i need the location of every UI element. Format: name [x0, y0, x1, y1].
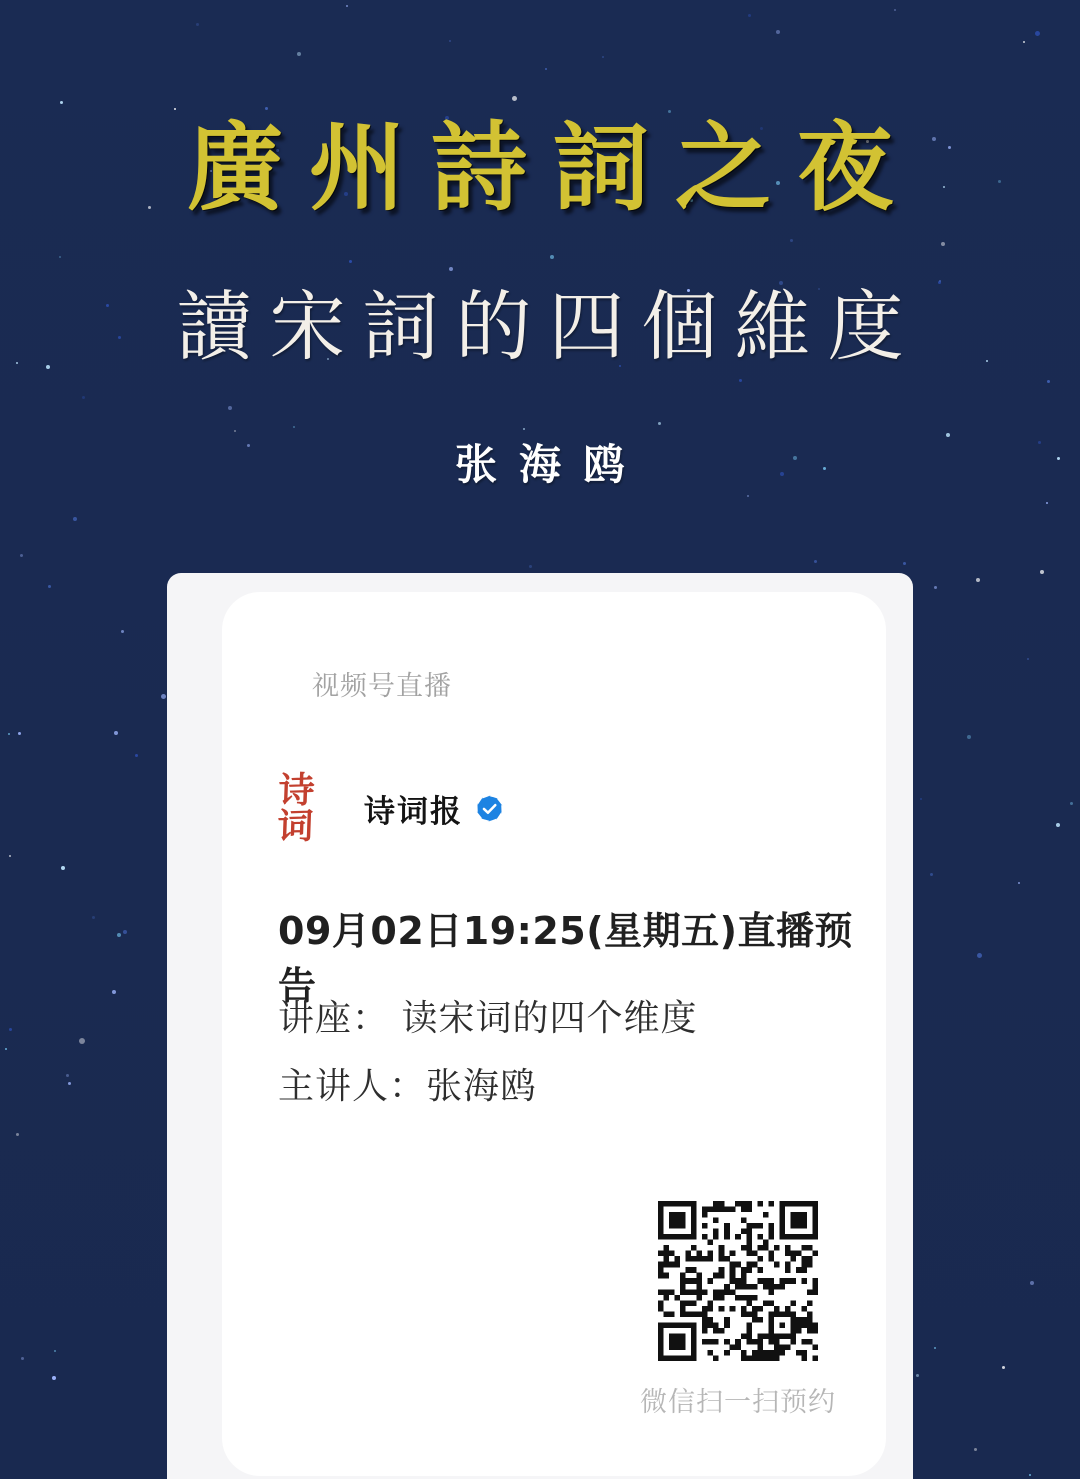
star-dot: [974, 1448, 977, 1451]
star-dot: [1035, 31, 1040, 36]
star-dot: [1056, 823, 1060, 827]
star-dot: [92, 916, 95, 919]
account-row: [276, 768, 504, 849]
poster-speaker-name: 张海鸥: [454, 440, 647, 489]
star-dot: [66, 1074, 69, 1077]
star-dot: [52, 1376, 56, 1380]
qr-code: [658, 1201, 818, 1361]
verified-badge-icon: [475, 794, 504, 823]
star-dot: [161, 694, 166, 699]
star-dot: [48, 585, 51, 588]
star-dot: [776, 30, 780, 34]
star-dot: [976, 578, 980, 582]
star-dot: [346, 5, 348, 7]
star-dot: [117, 933, 121, 937]
star-dot: [529, 565, 532, 568]
star-dot: [16, 1133, 19, 1136]
star-dot: [903, 562, 906, 565]
poster-title: 廣州詩詞之夜: [187, 111, 919, 224]
account-name: 诗词报: [364, 793, 463, 830]
star-dot: [523, 428, 525, 430]
star-dot: [9, 1028, 12, 1031]
star-dot: [68, 1082, 71, 1085]
lecture-line: 讲座： 读宋词的四个维度: [278, 998, 698, 1039]
star-dot: [18, 732, 21, 735]
star-dot: [297, 52, 301, 56]
star-dot: [20, 554, 23, 557]
star-dot: [1027, 658, 1029, 660]
livestream-card: [222, 592, 886, 1476]
star-dot: [1002, 1366, 1005, 1369]
star-dot: [920, 798, 922, 800]
star-dot: [550, 255, 554, 259]
star-dot: [1070, 802, 1073, 805]
star-dot: [916, 1374, 919, 1377]
star-dot: [196, 23, 199, 26]
star-dot: [449, 40, 451, 42]
star-dot: [1030, 1281, 1034, 1285]
star-dot: [21, 1357, 24, 1360]
star-dot: [1029, 1474, 1031, 1476]
star-dot: [930, 873, 933, 876]
star-dot: [814, 560, 817, 563]
star-dot: [293, 426, 295, 428]
star-dot: [73, 517, 77, 521]
star-dot: [9, 855, 11, 857]
star-dot: [894, 9, 896, 11]
channels-live-label: 视频号直播: [312, 671, 452, 702]
star-dot: [59, 256, 61, 258]
star-dot: [545, 68, 547, 70]
star-dot: [934, 586, 937, 589]
star-dot: [747, 495, 749, 497]
speaker-line: 主讲人：张海鸥: [278, 1066, 538, 1107]
star-dot: [1018, 882, 1020, 884]
star-dot: [658, 422, 661, 425]
qr-caption: 微信扫一扫预约: [640, 1387, 836, 1418]
star-dot: [967, 735, 971, 739]
star-dot: [123, 930, 127, 934]
livestream-card-outer: [167, 573, 913, 1479]
star-dot: [602, 56, 604, 58]
star-dot: [112, 990, 116, 994]
star-dot: [1023, 41, 1025, 43]
star-dot: [934, 1347, 936, 1349]
star-dot: [135, 754, 138, 757]
star-dot: [941, 242, 945, 246]
star-dot: [121, 630, 124, 633]
star-dot: [8, 733, 10, 735]
star-dot: [228, 406, 232, 410]
star-dot: [349, 260, 352, 263]
poster-subtitle: 讀宋詞的四個維度: [176, 282, 921, 371]
star-dot: [82, 396, 85, 399]
star-dot: [748, 14, 751, 17]
star-dot: [54, 1350, 56, 1352]
star-dot: [114, 731, 118, 735]
star-dot: [1046, 502, 1048, 504]
star-dot: [977, 953, 982, 958]
account-avatar: 诗词: [277, 775, 343, 841]
star-dot: [61, 866, 65, 870]
star-dot: [5, 1048, 7, 1050]
star-dot: [1040, 570, 1044, 574]
star-dot: [449, 267, 453, 271]
schedule-line: 09月02日19:25(星期五)直播预告: [278, 909, 853, 1008]
star-dot: [79, 1038, 85, 1044]
